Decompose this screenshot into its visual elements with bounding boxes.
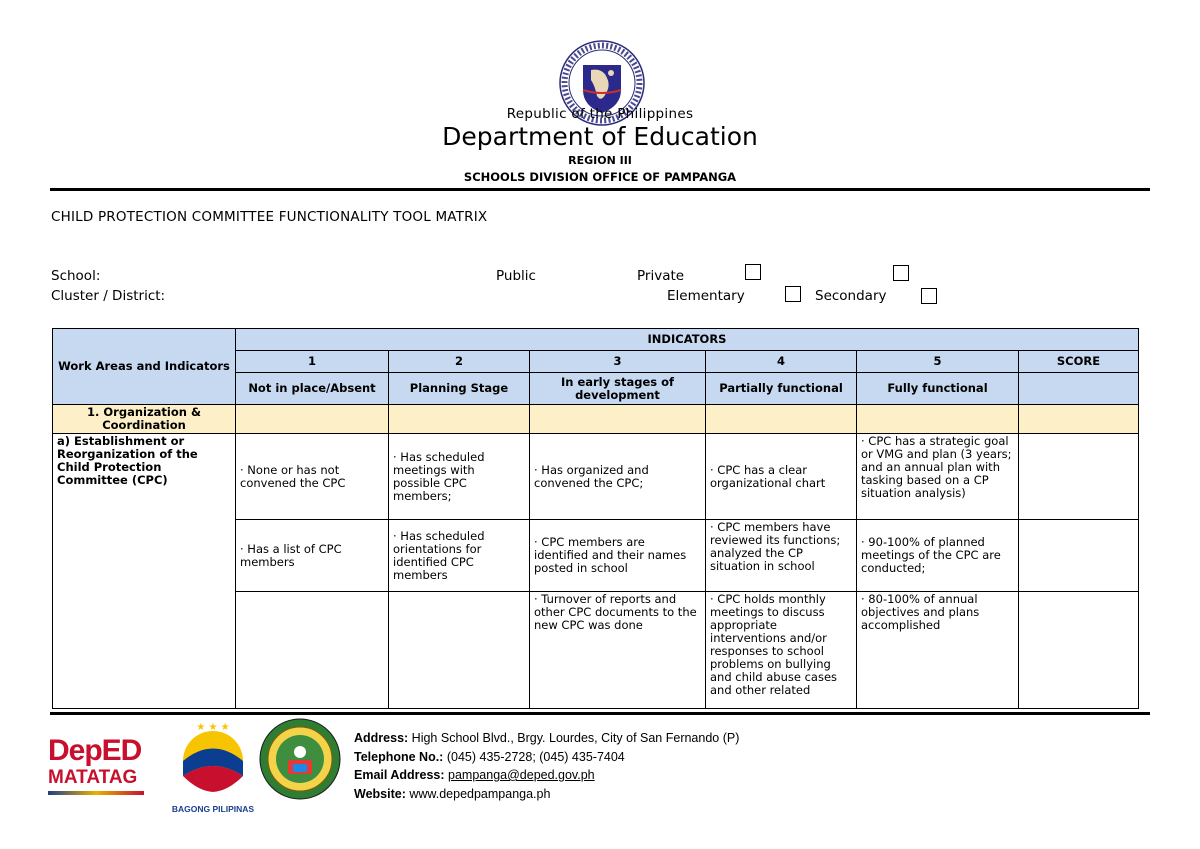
section-cell	[389, 405, 530, 434]
website-link[interactable]: www.depedpampanga.ph	[409, 786, 551, 801]
email-link[interactable]: pampanga@deped.gov.ph	[448, 768, 595, 782]
address-line	[354, 729, 739, 748]
public-label: Public	[496, 268, 536, 284]
level-number: 3	[530, 351, 706, 373]
table-cell: · Has a list of CPC members	[236, 520, 389, 592]
telephone-label: Telephone No.:	[354, 749, 444, 764]
district-label: Cluster / District:	[51, 288, 166, 304]
website-line	[354, 785, 739, 804]
deped-matatag-logo	[48, 735, 152, 805]
work-areas-header: Work Areas and Indicators	[53, 329, 236, 405]
table-cell: · Turnover of reports and other CPC documents to the new CPC was done	[530, 592, 706, 709]
table-cell	[236, 592, 389, 709]
private-checkbox[interactable]	[893, 265, 909, 281]
header-divider	[50, 188, 1150, 191]
table-cell: · 90-100% of planned meetings of the CPC are conducted;	[857, 520, 1019, 592]
indicator-label: a) Establishment or Reorganization of the Child Protection Committee (CPC)	[53, 434, 236, 709]
email-label: Email Address:	[354, 768, 445, 782]
section-label: 1. Organization & Coordination	[53, 405, 236, 434]
table-cell: · CPC members are identified and their names posted in school	[530, 520, 706, 592]
level-number: 2	[389, 351, 530, 373]
section-cell	[236, 405, 389, 434]
sdo-pampanga-seal	[259, 718, 341, 800]
deped-wordmark: DepED	[48, 734, 142, 767]
republic-line: Republic of the Philippines	[506, 106, 694, 122]
email-line	[354, 766, 739, 785]
address-value: High School Blvd., Brgy. Lourdes, City of San Fernando (P)	[411, 731, 740, 745]
score-cell[interactable]	[1019, 434, 1139, 520]
level-label: Not in place/Absent	[236, 373, 389, 405]
score-header: SCORE	[1019, 351, 1139, 373]
footer-divider	[50, 712, 1150, 715]
table-cell: · CPC members have reviewed its functions; analyzed the CP situation in school	[706, 520, 857, 592]
score-cell[interactable]	[1019, 592, 1139, 709]
matatag-stripe	[48, 791, 144, 795]
document-title: CHILD PROTECTION COMMITTEE FUNCTIONALITY TOOL MATRIX	[51, 209, 488, 225]
footer-contact	[354, 729, 739, 803]
elementary-checkbox[interactable]	[785, 286, 801, 302]
public-checkbox[interactable]	[745, 264, 761, 280]
table-cell: · Has scheduled orientations for identified CPC members	[389, 520, 530, 592]
table-cell: · Has scheduled meetings with possible CPC members;	[389, 434, 530, 520]
level-label: Planning Stage	[389, 373, 530, 405]
private-label: Private	[637, 268, 685, 284]
office-line: SCHOOLS DIVISION OFFICE OF PAMPANGA	[463, 170, 737, 184]
level-label: Partially functional	[706, 373, 857, 405]
website-label: Website:	[354, 786, 406, 801]
section-cell	[1019, 405, 1139, 434]
level-number: 5	[857, 351, 1019, 373]
indicators-header: INDICATORS	[236, 329, 1139, 351]
svg-text:★ ★ ★: ★ ★ ★	[196, 722, 230, 733]
elementary-label: Elementary	[667, 288, 745, 304]
level-number: 4	[706, 351, 857, 373]
score-cell[interactable]	[1019, 520, 1139, 592]
address-label: Address:	[354, 731, 409, 745]
bagong-pilipinas-text: BAGONG PILIPINAS	[171, 804, 255, 814]
table-cell: · None or has not convened the CPC	[236, 434, 389, 520]
functionality-matrix-table	[52, 328, 1139, 709]
section-cell	[857, 405, 1019, 434]
table-cell	[389, 592, 530, 709]
table-cell: · CPC has a clear organizational chart	[706, 434, 857, 520]
level-label: Fully functional	[857, 373, 1019, 405]
school-label: School:	[51, 268, 101, 284]
bagong-pilipinas-logo	[168, 716, 258, 816]
telephone-line	[354, 748, 739, 767]
region-line: REGION III	[568, 154, 632, 167]
score-label-cell	[1019, 373, 1139, 405]
section-cell	[530, 405, 706, 434]
level-label: In early stages of development	[530, 373, 706, 405]
level-number: 1	[236, 351, 389, 373]
section-cell	[706, 405, 857, 434]
telephone-value: (045) 435-2728; (045) 435-7404	[446, 749, 625, 764]
table-cell: · Has organized and convened the CPC;	[530, 434, 706, 520]
table-cell: · 80-100% of annual objectives and plans accomplished	[857, 592, 1019, 709]
department-title: Department of Education	[442, 122, 758, 151]
table-cell: · CPC has a strategic goal or VMG and plan (3 years; and an annual plan with tasking based on a CP situation analysis)	[857, 434, 1019, 520]
secondary-checkbox[interactable]	[921, 288, 937, 304]
bagong-pilipinas-emblem	[168, 716, 258, 794]
table-cell: · CPC holds monthly meetings to discuss appropriate interventions and/or responses to school problems on bullying and child abuse cases and other related	[706, 592, 857, 709]
matatag-wordmark: MATATAG	[48, 767, 138, 788]
secondary-label: Secondary	[815, 288, 887, 304]
